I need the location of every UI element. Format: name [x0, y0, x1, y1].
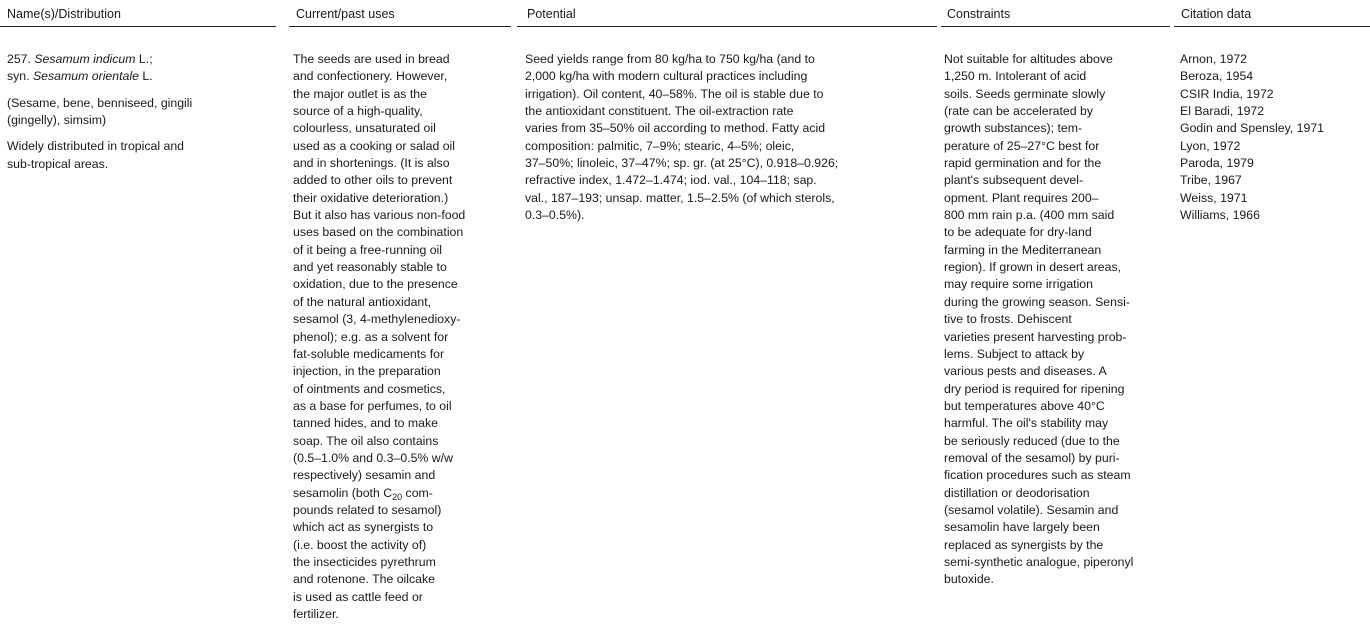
uses-line-text: fat-soluble medicaments for	[293, 346, 445, 361]
citation-entry: El Baradi, 1972	[1180, 104, 1265, 119]
header-rule	[0, 26, 276, 27]
uses-line	[293, 259, 465, 276]
potential-line: composition: palmitic, 7–9%; stearic, 4–5%; oleic,	[525, 138, 795, 153]
species-name: Sesamum indicum	[34, 52, 136, 66]
uses-line-text: the major outlet is as the	[293, 86, 427, 101]
constraints-line: replaced as synergists by the	[944, 537, 1104, 552]
constraints-line: opment. Plant requires 200–	[944, 190, 1099, 205]
uses-line	[293, 138, 465, 155]
uses-line-text: the insecticides pyrethrum	[293, 554, 436, 569]
uses-line-text: The seeds are used in bread	[293, 52, 450, 66]
uses-line	[293, 467, 465, 484]
constraints-line: 1,250 m. Intolerant of acid	[944, 69, 1087, 84]
uses-line	[293, 103, 465, 120]
constraints-line: fication procedures such as steam	[944, 468, 1131, 483]
uses-line	[293, 190, 465, 207]
header-rule	[941, 26, 1170, 27]
uses-line-text: and in shortenings. (It is also	[293, 156, 450, 171]
constraints-line: growth substances); tem-	[944, 121, 1083, 136]
constraints-line: distillation or deodorisation	[944, 485, 1090, 500]
uses-line-text: But it also has various non-food	[293, 208, 466, 223]
uses-line	[293, 155, 465, 172]
constraints-line: soils. Seeds germinate slowly	[944, 86, 1106, 101]
common-names-line: (Sesame, bene, benniseed, gingili	[7, 95, 193, 110]
header-rule	[289, 26, 511, 27]
uses-line-text: added to other oils to prevent	[293, 173, 453, 188]
uses-line-text: and rotenone. The oilcake	[293, 572, 435, 587]
distribution-line: sub-tropical areas.	[7, 156, 109, 171]
potential-line: 0.3–0.5%).	[525, 208, 585, 223]
citation-entry: Arnon, 1972	[1180, 52, 1248, 66]
header-constraints: Constraints	[947, 7, 1011, 21]
potential-column	[525, 51, 838, 224]
uses-line-text: colourless, unsaturated oil	[293, 121, 436, 136]
uses-line	[293, 554, 465, 571]
uses-line	[293, 519, 465, 536]
uses-line-text: injection, in the preparation	[293, 364, 441, 379]
uses-line	[293, 68, 465, 85]
uses-line-text: used as a cooking or salad oil	[293, 138, 456, 153]
constraints-line: harmful. The oil's stability may	[944, 416, 1109, 431]
uses-line-text: phenol); e.g. as a solvent for	[293, 329, 449, 344]
constraints-line: plant's subsequent devel-	[944, 173, 1084, 188]
distribution-text	[7, 138, 192, 173]
constraints-line: (rate can be accelerated by	[944, 104, 1094, 119]
uses-line-text: com-	[402, 485, 433, 500]
uses-line-text: fertilizer.	[293, 607, 339, 621]
common-names-line: (gingelly), simsim)	[7, 113, 107, 128]
uses-line-text: (0.5–1.0% and 0.3–0.5% w/w	[293, 450, 453, 465]
citation-entry: Paroda, 1979	[1180, 156, 1254, 171]
constraints-line: tive to frosts. Dehiscent	[944, 312, 1072, 327]
uses-line	[293, 398, 465, 415]
constraints-line: be seriously reduced (due to the	[944, 433, 1120, 448]
entry-number: 257.	[7, 52, 35, 66]
uses-line-text: soap. The oil also contains	[293, 433, 439, 448]
uses-line-text: sesamolin (both C	[293, 485, 393, 500]
synonym-name: Sesamum orientale	[32, 69, 139, 84]
header-current-past-uses: Current/past uses	[296, 7, 395, 21]
constraints-line: (sesamol volatile). Sesamin and	[944, 502, 1119, 517]
potential-line: val., 187–193; unsap. matter, 1.5–2.5% (of which sterols,	[525, 190, 835, 205]
potential-line: 2,000 kg/ha with modern cultural practices including	[525, 69, 808, 84]
uses-line-text: (i.e. boost the activity of)	[293, 537, 427, 552]
constraints-line: region). If grown in desert areas,	[944, 260, 1122, 275]
uses-line-text: pounds related to sesamol)	[293, 502, 442, 517]
uses-line	[293, 311, 465, 328]
uses-line	[293, 450, 465, 467]
uses-line-text: of ointments and cosmetics,	[293, 381, 446, 396]
header-name-distribution: Name(s)/Distribution	[7, 7, 121, 21]
current-past-uses-column	[293, 51, 465, 623]
uses-line-text: and confectionery. However,	[293, 69, 448, 84]
synonym-author: L.	[138, 69, 153, 84]
citation-entry: Weiss, 1971	[1180, 190, 1248, 205]
constraints-line: butoxide.	[944, 572, 994, 587]
uses-line	[293, 207, 465, 224]
header-rule	[517, 26, 937, 27]
uses-line-text: uses based on the combination	[293, 225, 464, 240]
potential-line: varies from 35–50% oil according to method. Fatty acid	[525, 121, 826, 136]
uses-line	[293, 276, 465, 293]
distribution-line: Widely distributed in tropical and	[7, 139, 185, 154]
uses-line	[293, 346, 465, 363]
uses-line	[293, 485, 465, 502]
uses-line	[293, 606, 465, 623]
species-name-line	[7, 51, 192, 68]
uses-line	[293, 589, 465, 606]
uses-line-text: of it being a free-running oil	[293, 242, 443, 257]
uses-line	[293, 329, 465, 346]
header-potential: Potential	[527, 7, 576, 21]
constraints-line: lems. Subject to attack by	[944, 346, 1085, 361]
citation-entry: Lyon, 1972	[1180, 138, 1241, 153]
potential-line: Seed yields range from 80 kg/ha to 750 kg/ha (and to	[525, 52, 815, 66]
uses-line	[293, 294, 465, 311]
uses-line	[293, 433, 465, 450]
constraints-line: removal of the sesamol) by puri-	[944, 450, 1120, 465]
uses-line	[293, 363, 465, 380]
constraints-line: dry period is required for ripening	[944, 381, 1125, 396]
uses-line-text: is used as cattle feed or	[293, 589, 423, 604]
uses-line	[293, 415, 465, 432]
synonym-line	[7, 68, 192, 85]
uses-line-text: their oxidative deterioration.)	[293, 190, 449, 205]
common-names	[7, 95, 192, 130]
constraints-line: perature of 25–27°C best for	[944, 138, 1100, 153]
name-distribution-column	[7, 51, 192, 173]
uses-line	[293, 571, 465, 588]
uses-line	[293, 172, 465, 189]
uses-line	[293, 502, 465, 519]
uses-line-text: source of a high-quality,	[293, 104, 423, 119]
citation-entry: Tribe, 1967	[1180, 173, 1242, 188]
uses-line-text: respectively) sesamin and	[293, 468, 436, 483]
header-rule	[1174, 26, 1370, 27]
uses-line-text: and yet reasonably stable to	[293, 260, 447, 275]
uses-line-text: tanned hides, and to make	[293, 416, 438, 431]
uses-line-text: as a base for perfumes, to oil	[293, 398, 452, 413]
constraints-line: varieties present harvesting prob-	[944, 329, 1127, 344]
uses-line	[293, 120, 465, 137]
citation-entry: CSIR India, 1972	[1180, 86, 1274, 101]
constraints-line: farming in the Mediterranean	[944, 242, 1102, 257]
uses-line-text: sesamol (3, 4-methylenedioxy-	[293, 312, 461, 327]
uses-line	[293, 51, 465, 68]
constraints-line: but temperatures above 40°C	[944, 398, 1105, 413]
constraints-line: 800 mm rain p.a. (400 mm said	[944, 208, 1115, 223]
constraints-line: Not suitable for altitudes above	[944, 52, 1113, 66]
uses-line	[293, 86, 465, 103]
header-citation-data: Citation data	[1181, 7, 1252, 21]
constraints-line: semi-synthetic analogue, piperonyl	[944, 554, 1134, 569]
constraints-line: to be adequate for dry-land	[944, 225, 1092, 240]
potential-line: the antioxidant constituent. The oil-extraction rate	[525, 104, 794, 119]
citation-entry: Williams, 1966	[1180, 208, 1260, 223]
uses-line	[293, 242, 465, 259]
uses-line	[293, 224, 465, 241]
potential-line: irrigation). Oil content, 40–58%. The oil is stable due to	[525, 86, 824, 101]
constraints-line: various pests and diseases. A	[944, 364, 1107, 379]
uses-line	[293, 537, 465, 554]
citation-data-column	[1180, 51, 1324, 224]
synonym-prefix: syn.	[7, 69, 33, 84]
uses-line-text: oxidation, due to the presence	[293, 277, 458, 292]
potential-line: 37–50%; linoleic, 37–47%; sp. gr. (at 25°C), 0.918–0.926;	[525, 156, 839, 171]
uses-line-text: which act as synergists to	[293, 520, 434, 535]
species-author: L.;	[135, 52, 153, 66]
constraints-column	[944, 51, 1133, 589]
citation-entry: Godin and Spensley, 1971	[1180, 121, 1325, 136]
constraints-line: may require some irrigation	[944, 277, 1093, 292]
constraints-line: sesamolin have largely been	[944, 520, 1100, 535]
constraints-line: during the growing season. Sensi-	[944, 294, 1130, 309]
subscript: 20	[392, 491, 403, 502]
citation-entry: Beroza, 1954	[1180, 69, 1254, 84]
uses-line-text: of the natural antioxidant,	[293, 294, 432, 309]
potential-line: refractive index, 1.472–1.474; iod. val., 104–118; sap.	[525, 173, 817, 188]
uses-line	[293, 381, 465, 398]
constraints-line: rapid germination and for the	[944, 156, 1102, 171]
